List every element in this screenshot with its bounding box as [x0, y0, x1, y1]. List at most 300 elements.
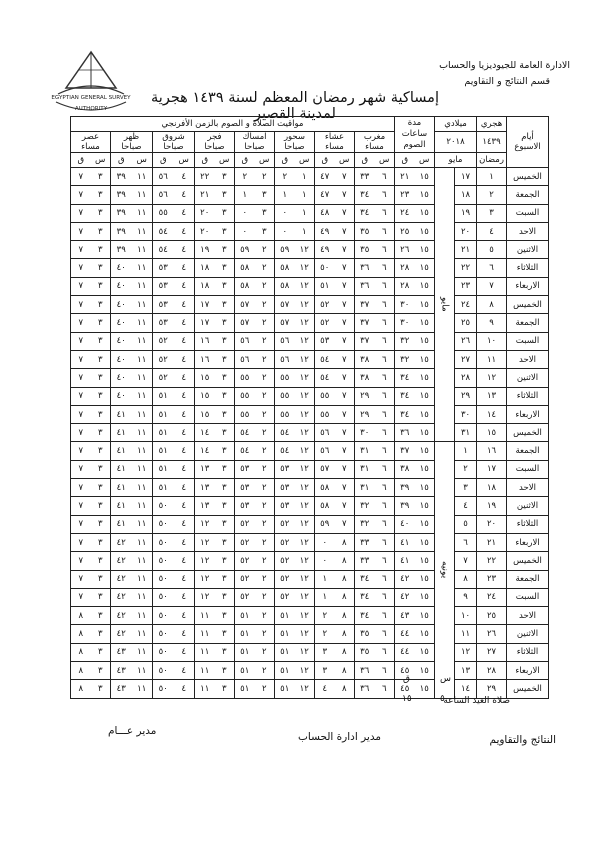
maghrib-cell-hour: ٦ — [381, 226, 387, 237]
sunrise-cell-minute: ٥٠ — [158, 519, 168, 530]
duration-cell-minute: ٣٧ — [400, 446, 410, 457]
maghrib-cell-hour: ٦ — [381, 263, 387, 274]
fajr-cell-minute: ١١ — [200, 610, 210, 621]
duration-cell-hour: ١٥ — [419, 555, 429, 566]
isha-cell-hour: ٨ — [341, 610, 347, 621]
isha-cell-hour: ٧ — [341, 189, 347, 200]
header-duration-label: مدة ساعات الصوم — [401, 118, 428, 150]
maghrib-cell-minute: ٣٢ — [360, 519, 370, 530]
fajr-cell-hour: ٣ — [221, 537, 227, 548]
suhoor-cell — [275, 607, 315, 625]
sunrise-cell — [153, 296, 195, 314]
sunrise-cell — [153, 588, 195, 606]
isha-cell-minute: ٥٨ — [320, 482, 330, 493]
dhuhr-cell-minute: ٤١ — [116, 519, 126, 530]
maghrib-cell-minute: ٣٤ — [360, 610, 370, 621]
dhuhr-cell-minute: ٤٠ — [116, 354, 126, 365]
dhuhr-cell — [111, 570, 153, 588]
suhoor-cell-hour: ١٢ — [299, 629, 309, 640]
maghrib-cell-hour: ٦ — [381, 665, 387, 676]
greg-cell: ٢٤ — [455, 296, 477, 314]
day-cell: الخميس — [507, 552, 549, 570]
maghrib-cell — [355, 350, 395, 368]
dhuhr-cell-minute: ٤٠ — [116, 281, 126, 292]
sunrise-cell-hour: ٤ — [181, 354, 187, 365]
greg-cell: ٢٩ — [455, 387, 477, 405]
suhoor-cell-minute: ٥١ — [280, 647, 290, 658]
duration-cell-hour: ١٥ — [419, 665, 429, 676]
suhoor-cell-minute: ٢ — [282, 171, 288, 182]
fajr-cell-hour: ٣ — [221, 391, 227, 402]
unit-minute-label: ق — [117, 155, 125, 165]
duration-cell — [395, 643, 435, 661]
suhoor-cell — [275, 533, 315, 551]
isha-cell-hour: ٧ — [341, 244, 347, 255]
isha-cell-hour: ٨ — [341, 574, 347, 585]
maghrib-cell-minute: ٣٧ — [360, 318, 370, 329]
dhuhr-cell-minute: ٤٢ — [116, 574, 126, 585]
dhuhr-cell-minute: ٤١ — [116, 446, 126, 457]
day-cell: الاحد — [507, 479, 549, 497]
asr-cell-minute: ٧ — [78, 537, 84, 548]
fajr-cell-hour: ٣ — [221, 409, 227, 420]
fajr-label: فجر — [207, 132, 222, 142]
maghrib-cell-hour: ٦ — [381, 574, 387, 585]
fajr-cell-minute: ١٣ — [200, 500, 210, 511]
table-row — [71, 241, 549, 259]
unit-header-isha — [315, 153, 355, 168]
asr-cell-hour: ٣ — [97, 482, 103, 493]
imsak-cell-hour: ٢ — [261, 336, 267, 347]
sunrise-cell-minute: ٥٠ — [158, 683, 168, 694]
sunrise-cell-hour: ٤ — [181, 464, 187, 475]
greg-cell: ٨ — [455, 570, 477, 588]
duration-cell-hour: ١٥ — [419, 244, 429, 255]
dhuhr-cell-hour: ١١ — [137, 446, 147, 457]
imsak-cell-hour: ٢ — [261, 647, 267, 658]
imsak-cell — [235, 387, 275, 405]
maghrib-cell-hour: ٦ — [381, 281, 387, 292]
sunrise-cell-hour: ٤ — [181, 482, 187, 493]
duration-cell-hour: ١٥ — [419, 263, 429, 274]
dhuhr-cell-minute: ٤٢ — [116, 629, 126, 640]
duration-cell-hour: ١٥ — [419, 500, 429, 511]
duration-cell-minute: ٤٠ — [400, 519, 410, 530]
suhoor-cell-minute: ٥٣ — [280, 482, 290, 493]
imsak-cell-minute: ١ — [242, 189, 248, 200]
unit-hour-label: س — [178, 155, 189, 165]
duration-cell — [395, 168, 435, 186]
suhoor-cell-minute: ٥٨ — [280, 263, 290, 274]
imsak-cell — [235, 552, 275, 570]
duration-cell-minute: ٣٤ — [400, 372, 410, 383]
imsak-cell-minute: ٥٢ — [240, 574, 250, 585]
duration-cell-hour: ١٥ — [419, 281, 429, 292]
dhuhr-cell-hour: ١١ — [137, 208, 147, 219]
maghrib-cell-minute: ٣٧ — [360, 299, 370, 310]
dhuhr-cell-hour: ١١ — [137, 336, 147, 347]
imsak-cell — [235, 186, 275, 204]
asr-cell-hour: ٣ — [97, 592, 103, 603]
sunrise-cell-minute: ٥٣ — [158, 318, 168, 329]
imsak-cell-hour: ٢ — [261, 299, 267, 310]
imsak-cell-hour: ٢ — [261, 665, 267, 676]
duration-cell-hour: ١٥ — [419, 336, 429, 347]
maghrib-cell — [355, 222, 395, 240]
duration-cell — [395, 625, 435, 643]
fajr-cell-hour: ٣ — [221, 189, 227, 200]
table-row — [71, 222, 549, 240]
fajr-cell-minute: ١٧ — [200, 299, 210, 310]
asr-cell — [71, 424, 111, 442]
day-cell: الثلاثاء — [507, 259, 549, 277]
duration-cell-minute: ٢٨ — [400, 281, 410, 292]
table-row — [71, 259, 549, 277]
isha-cell-minute: ٣ — [322, 647, 328, 658]
isha-cell-minute: ٥٩ — [320, 519, 330, 530]
maghrib-cell — [355, 643, 395, 661]
fajr-cell-hour: ٣ — [221, 299, 227, 310]
sunrise-cell — [153, 168, 195, 186]
dhuhr-cell-minute: ٤٠ — [116, 299, 126, 310]
hijri-cell: ٨ — [477, 296, 507, 314]
sunrise-cell-hour: ٤ — [181, 336, 187, 347]
asr-cell-minute: ٧ — [78, 281, 84, 292]
imsak-cell — [235, 497, 275, 515]
maghrib-cell-hour: ٦ — [381, 208, 387, 219]
fajr-cell-hour: ٣ — [221, 354, 227, 365]
duration-cell-minute: ٤٣ — [400, 610, 410, 621]
month-may-cell: مايو — [435, 168, 455, 442]
unit-minute-label: ق — [159, 155, 167, 165]
imsak-cell-hour: ٢ — [261, 555, 267, 566]
asr-cell-hour: ٣ — [97, 318, 103, 329]
duration-cell — [395, 277, 435, 295]
fajr-cell — [195, 241, 235, 259]
table-row — [71, 497, 549, 515]
isha-cell-hour: ٧ — [341, 464, 347, 475]
sunrise-cell-hour: ٤ — [181, 171, 187, 182]
duration-cell-minute: ٣٩ — [400, 482, 410, 493]
sunrise-cell-minute: ٥٢ — [158, 354, 168, 365]
fajr-cell-minute: ١٤ — [200, 427, 210, 438]
sunrise-cell-hour: ٤ — [181, 409, 187, 420]
asr-cell-hour: ٣ — [97, 647, 103, 658]
imsak-cell-minute: ٥٤ — [240, 446, 250, 457]
dhuhr-cell-hour: ١١ — [137, 500, 147, 511]
sunrise-cell-hour: ٤ — [181, 189, 187, 200]
imsak-cell — [235, 369, 275, 387]
imsak-cell — [235, 680, 275, 698]
sunrise-cell-minute: ٥١ — [158, 391, 168, 402]
imsak-cell-hour: ٢ — [261, 409, 267, 420]
maghrib-cell-hour: ٦ — [381, 500, 387, 511]
header-greg-label: ميلادي — [444, 119, 467, 129]
imsak-cell-minute: ٥٩ — [240, 244, 250, 255]
maghrib-cell-minute: ٣٣ — [360, 555, 370, 566]
dhuhr-cell — [111, 662, 153, 680]
imsak-cell-hour: ٢ — [261, 519, 267, 530]
hijri-cell: ٢٨ — [477, 662, 507, 680]
isha-cell-hour: ٧ — [341, 281, 347, 292]
month-june-cell: يونيه — [435, 442, 455, 698]
duration-cell-hour: ١٥ — [419, 171, 429, 182]
fajr-cell-minute: ١٦ — [200, 336, 210, 347]
dhuhr-cell-hour: ١١ — [137, 647, 147, 658]
sunrise-cell-hour: ٤ — [181, 372, 187, 383]
imsak-cell — [235, 350, 275, 368]
isha-cell — [315, 497, 355, 515]
day-cell: السبت — [507, 204, 549, 222]
maghrib-cell-minute: ٣٦ — [360, 281, 370, 292]
suhoor-cell-minute: ٥١ — [280, 683, 290, 694]
greg-cell: ٢٢ — [455, 259, 477, 277]
fajr-cell-minute: ٢٢ — [200, 171, 210, 182]
unit-hour-label: س — [95, 155, 106, 165]
isha-cell — [315, 277, 355, 295]
dhuhr-cell — [111, 186, 153, 204]
suhoor-cell-minute: ٥١ — [280, 610, 290, 621]
asr-cell-hour: ٣ — [97, 226, 103, 237]
isha-cell — [315, 222, 355, 240]
duration-cell-minute: ٢٥ — [400, 226, 410, 237]
header-hijri-month-label: رمضان — [479, 155, 504, 165]
suhoor-cell-minute: ٥٢ — [280, 519, 290, 530]
greg-cell: ٢٠ — [455, 222, 477, 240]
suhoor-cell-minute: ٥٣ — [280, 464, 290, 475]
isha-cell-minute: ٢ — [322, 610, 328, 621]
header-suhoor — [275, 132, 315, 153]
suhoor-cell — [275, 241, 315, 259]
fajr-cell-hour: ٣ — [221, 318, 227, 329]
maghrib-cell-hour: ٦ — [381, 427, 387, 438]
duration-cell-hour: ١٥ — [419, 482, 429, 493]
fajr-cell-minute: ١٨ — [200, 281, 210, 292]
dhuhr-cell-hour: ١١ — [137, 574, 147, 585]
asr-cell-minute: ٧ — [78, 208, 84, 219]
maghrib-cell — [355, 405, 395, 423]
dhuhr-cell-hour: ١١ — [137, 281, 147, 292]
imsak-cell — [235, 222, 275, 240]
imsak-cell-hour: ٢ — [261, 464, 267, 475]
suhoor-cell — [275, 625, 315, 643]
dhuhr-cell-minute: ٤٣ — [116, 683, 126, 694]
isha-cell — [315, 259, 355, 277]
dhuhr-cell-minute: ٤٢ — [116, 610, 126, 621]
asr-cell-hour: ٣ — [97, 281, 103, 292]
asr-cell — [71, 296, 111, 314]
fajr-cell-hour: ٣ — [221, 171, 227, 182]
maghrib-cell-minute: ٣٦ — [360, 263, 370, 274]
hijri-cell: ٤ — [477, 222, 507, 240]
fajr-cell — [195, 350, 235, 368]
asr-cell-hour: ٣ — [97, 519, 103, 530]
duration-cell-hour: ١٥ — [419, 372, 429, 383]
duration-cell-hour: ١٥ — [419, 318, 429, 329]
fajr-cell — [195, 332, 235, 350]
imsak-cell-hour: ٢ — [261, 281, 267, 292]
hijri-cell: ٦ — [477, 259, 507, 277]
imsak-cell — [235, 662, 275, 680]
table-row — [71, 533, 549, 551]
sunrise-cell-hour: ٤ — [181, 665, 187, 676]
dhuhr-cell-hour: ١١ — [137, 244, 147, 255]
suhoor-cell-minute: ٥١ — [280, 665, 290, 676]
suhoor-cell — [275, 259, 315, 277]
maghrib-cell-minute: ٢٩ — [360, 409, 370, 420]
dhuhr-cell-minute: ٤٢ — [116, 592, 126, 603]
suhoor-cell — [275, 405, 315, 423]
imsak-cell-minute: ٥١ — [240, 665, 250, 676]
fajr-cell — [195, 479, 235, 497]
day-cell: الاربعاء — [507, 533, 549, 551]
isha-cell — [315, 405, 355, 423]
suhoor-cell-hour: ١٢ — [299, 610, 309, 621]
sunrise-cell-minute: ٥٠ — [158, 647, 168, 658]
imsak-cell-minute: ٥٣ — [240, 500, 250, 511]
day-cell: السبت — [507, 460, 549, 478]
maghrib-cell-minute: ٣٦ — [360, 665, 370, 676]
asr-cell-hour: ٣ — [97, 427, 103, 438]
duration-cell — [395, 222, 435, 240]
isha-cell-hour: ٨ — [341, 555, 347, 566]
sunrise-cell-hour: ٤ — [181, 519, 187, 530]
imsak-cell-minute: ٥٥ — [240, 372, 250, 383]
header-prayer-group-label: مواقيت الصلاة و الصوم بالزمن الأفرنجي — [161, 119, 304, 129]
duration-cell — [395, 405, 435, 423]
unit-header-sunrise — [153, 153, 195, 168]
duration-cell-hour: ١٥ — [419, 537, 429, 548]
dhuhr-cell-hour: ١١ — [137, 189, 147, 200]
fajr-cell-hour: ٣ — [221, 427, 227, 438]
imsak-cell-hour: ٢ — [261, 171, 267, 182]
hijri-cell: ٢١ — [477, 533, 507, 551]
suhoor-cell-minute: ٠ — [282, 208, 288, 219]
suhoor-cell — [275, 277, 315, 295]
maghrib-cell-hour: ٦ — [381, 244, 387, 255]
dhuhr-cell — [111, 241, 153, 259]
imsak-cell — [235, 607, 275, 625]
asr-cell — [71, 588, 111, 606]
greg-cell: ١٣ — [455, 662, 477, 680]
sunrise-cell — [153, 533, 195, 551]
suhoor-cell — [275, 222, 315, 240]
asr-cell — [71, 204, 111, 222]
sunrise-cell — [153, 497, 195, 515]
isha-label: عشاء — [324, 132, 345, 142]
greg-cell: ٢٦ — [455, 332, 477, 350]
header-fajr — [195, 132, 235, 153]
asr-cell — [71, 680, 111, 698]
imsak-cell — [235, 168, 275, 186]
dhuhr-cell — [111, 588, 153, 606]
table-row — [71, 552, 549, 570]
asr-cell — [71, 552, 111, 570]
isha-cell — [315, 296, 355, 314]
isha-cell-hour: ٨ — [341, 647, 347, 658]
duration-cell-minute: ٤١ — [400, 537, 410, 548]
suhoor-cell-hour: ١ — [301, 171, 307, 182]
maghrib-cell-hour: ٦ — [381, 519, 387, 530]
imsak-cell-hour: ٢ — [261, 244, 267, 255]
isha-cell-hour: ٧ — [341, 391, 347, 402]
maghrib-cell-minute: ٣٥ — [360, 226, 370, 237]
fajr-sub-label: صباحا — [204, 142, 225, 152]
sunrise-cell — [153, 460, 195, 478]
fajr-cell — [195, 442, 235, 460]
maghrib-cell-minute: ٣٥ — [360, 629, 370, 640]
day-cell: السبت — [507, 588, 549, 606]
isha-cell-minute: ٤ — [322, 683, 328, 694]
isha-cell-minute: ٠ — [322, 537, 328, 548]
fajr-cell-minute: ١٥ — [200, 391, 210, 402]
day-cell: الاثنين — [507, 625, 549, 643]
suhoor-cell-hour: ١٢ — [299, 391, 309, 402]
greg-cell: ٣٠ — [455, 405, 477, 423]
suhoor-cell-minute: ٥٨ — [280, 281, 290, 292]
fajr-cell-hour: ٣ — [221, 647, 227, 658]
fajr-cell-minute: ١٣ — [200, 464, 210, 475]
maghrib-cell-hour: ٦ — [381, 683, 387, 694]
imsak-cell-minute: ٥٢ — [240, 555, 250, 566]
maghrib-cell — [355, 296, 395, 314]
sunrise-cell-hour: ٤ — [181, 574, 187, 585]
isha-cell-minute: ٥٠ — [320, 263, 330, 274]
imsak-cell-minute: ٥٨ — [240, 281, 250, 292]
asr-cell-minute: ٨ — [78, 683, 84, 694]
sunrise-cell-hour: ٤ — [181, 629, 187, 640]
hijri-cell: ١٨ — [477, 479, 507, 497]
dhuhr-cell — [111, 515, 153, 533]
hijri-cell: ١٤ — [477, 405, 507, 423]
table-row — [71, 662, 549, 680]
dhuhr-cell-hour: ١١ — [137, 427, 147, 438]
sunrise-cell — [153, 479, 195, 497]
fajr-cell — [195, 387, 235, 405]
isha-cell-hour: ٨ — [341, 665, 347, 676]
sunrise-cell — [153, 277, 195, 295]
sunrise-cell — [153, 680, 195, 698]
suhoor-cell-minute: ٥٤ — [280, 446, 290, 457]
maghrib-cell-hour: ٦ — [381, 464, 387, 475]
header-greg-month — [435, 153, 477, 168]
dhuhr-cell — [111, 405, 153, 423]
suhoor-cell-minute: ٥٥ — [280, 391, 290, 402]
duration-cell-hour: ١٥ — [419, 189, 429, 200]
imsak-cell-minute: ٥٢ — [240, 519, 250, 530]
asr-cell-hour: ٣ — [97, 683, 103, 694]
sunrise-cell-hour: ٤ — [181, 226, 187, 237]
sunrise-label: شروق — [162, 132, 185, 142]
maghrib-cell — [355, 241, 395, 259]
unit-minute-label: ق — [361, 155, 369, 165]
dhuhr-cell-minute: ٤١ — [116, 409, 126, 420]
fajr-cell-hour: ٣ — [221, 263, 227, 274]
suhoor-cell-minute: ٥٦ — [280, 336, 290, 347]
day-cell: الثلاثاء — [507, 643, 549, 661]
isha-cell-minute: ٤٩ — [320, 226, 330, 237]
sunrise-cell-minute: ٥٤ — [158, 226, 168, 237]
day-cell: الثلاثاء — [507, 387, 549, 405]
isha-cell-hour: ٨ — [341, 683, 347, 694]
imsak-cell-minute: ٥١ — [240, 629, 250, 640]
imsak-cell-hour: ٢ — [261, 318, 267, 329]
dhuhr-cell-minute: ٤٢ — [116, 537, 126, 548]
duration-cell-hour: ١٥ — [419, 427, 429, 438]
dhuhr-cell-minute: ٤٠ — [116, 263, 126, 274]
duration-cell-hour: ١٥ — [419, 683, 429, 694]
sunrise-cell-minute: ٥٠ — [158, 555, 168, 566]
